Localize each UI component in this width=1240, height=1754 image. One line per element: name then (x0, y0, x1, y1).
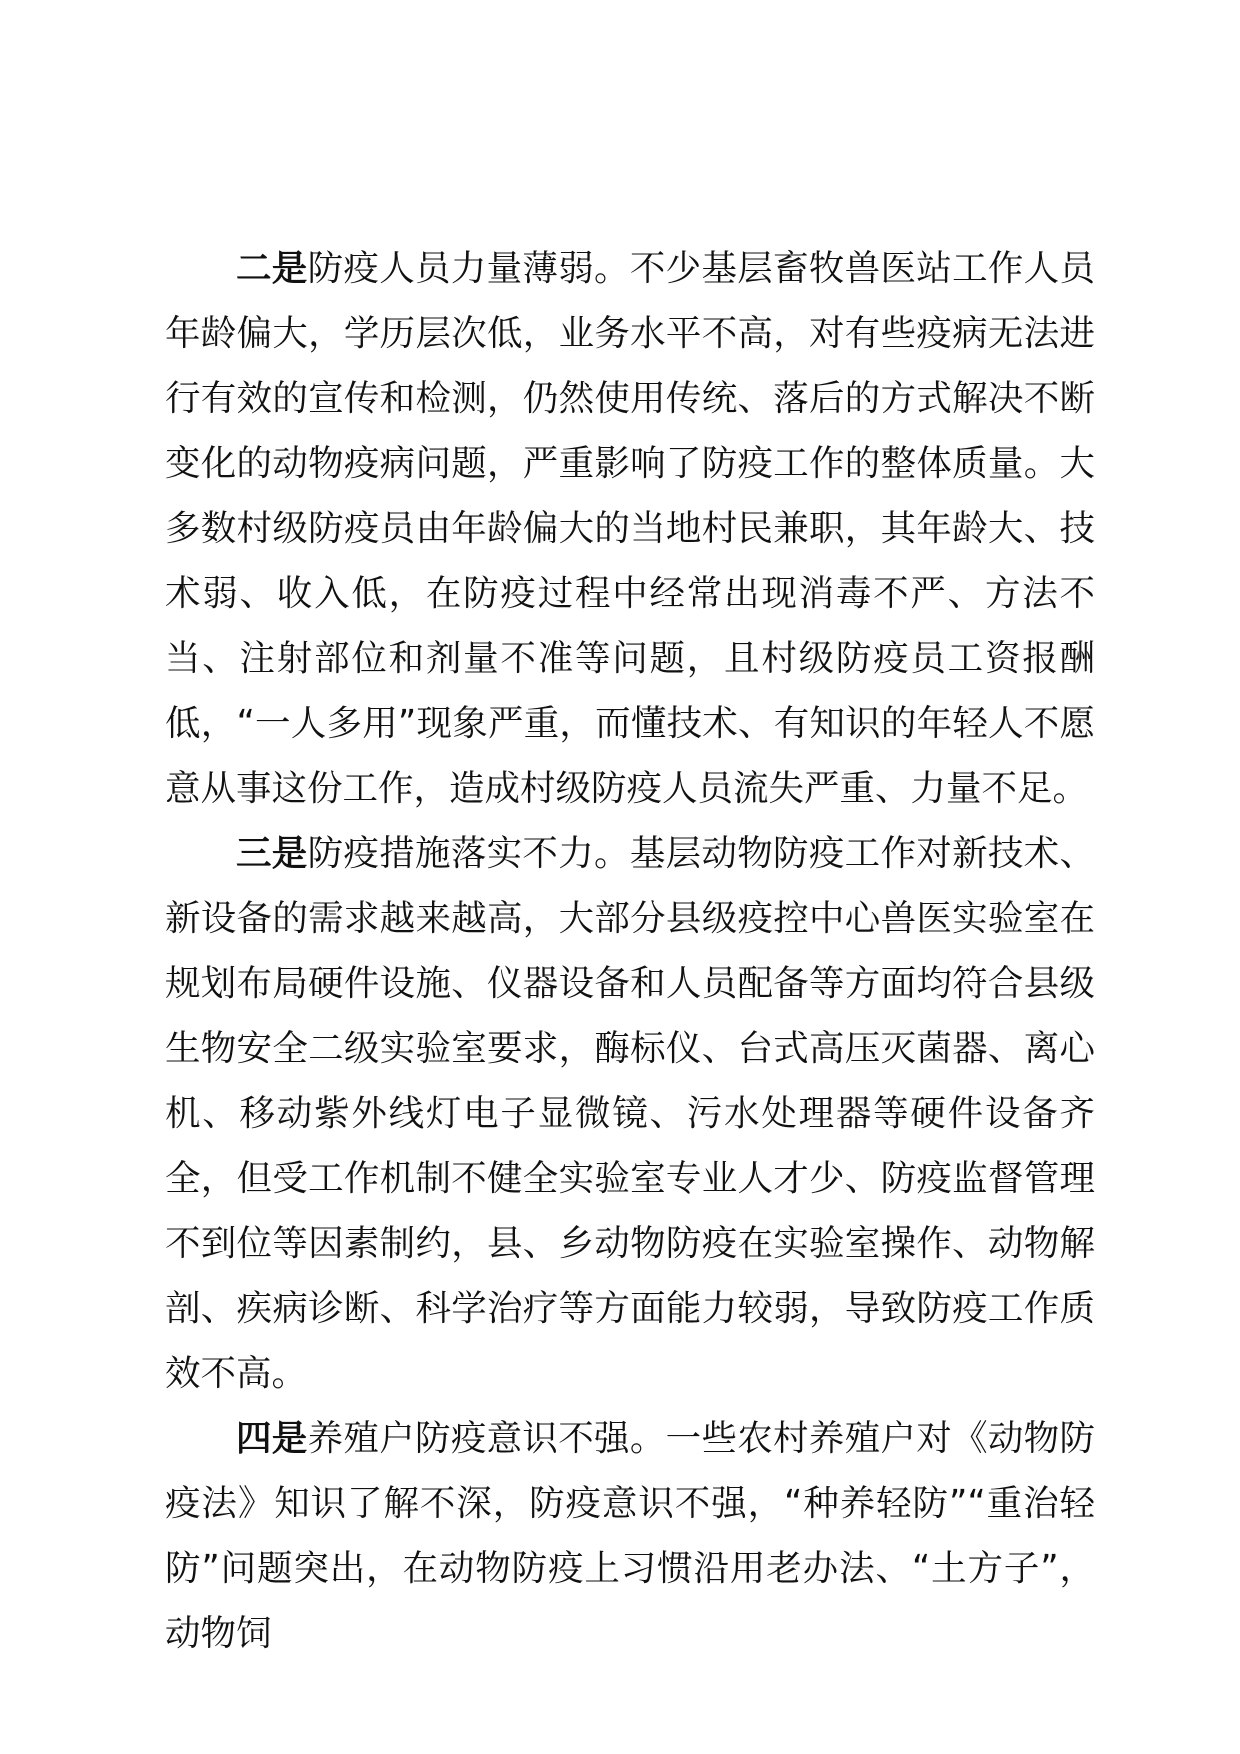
paragraph-2-lead: 三是 (236, 833, 308, 874)
paragraph-3-lead: 四是 (236, 1418, 308, 1459)
paragraph-1 (165, 236, 1095, 821)
paragraph-2 (165, 821, 1095, 1406)
paragraph-2-text: 防疫措施落实不力。基层动物防疫工作对新技术、新设备的需求越来越高，大部分县级疫控中心兽医实验室在规划布局硬件设施、仪器设备和人员配备等方面均符合县级生物安全二级实验室要求，酶标仪、台式高压灭菌器、离心机、移动紫外线灯电子显微镜、污水处理器等硬件设备齐全，但受工作机制不健全实验室专业人才少、防疫监督管理不到位等因素制约，县、乡动物防疫在实验室操作、动物解剖、疾病诊断、科学治疗等方面能力较弱，导致防疫工作质效不高。 (165, 833, 1095, 1394)
paragraph-3 (165, 1406, 1095, 1666)
paragraph-3-text: 养殖户防疫意识不强。一些农村养殖户对《动物防疫法》知识了解不深，防疫意识不强，“种养轻防”“重治轻防”问题突出，在动物防疫上习惯沿用老办法、“土方子”，动物饲 (165, 1418, 1095, 1654)
document-body (165, 236, 1095, 1666)
paragraph-1-text: 防疫人员力量薄弱。不少基层畜牧兽医站工作人员年龄偏大，学历层次低，业务水平不高，对有些疫病无法进行有效的宣传和检测，仍然使用传统、落后的方式解决不断变化的动物疫病问题，严重影响了防疫工作的整体质量。大多数村级防疫员由年龄偏大的当地村民兼职，其年龄大、技术弱、收入低，在防疫过程中经常出现消毒不严、方法不当、注射部位和剂量不准等问题，且村级防疫员工资报酬低，“一人多用”现象严重，而懂技术、有知识的年轻人不愿意从事这份工作，造成村级防疫人员流失严重、力量不足。 (165, 248, 1095, 809)
paragraph-1-lead: 二是 (236, 248, 308, 289)
